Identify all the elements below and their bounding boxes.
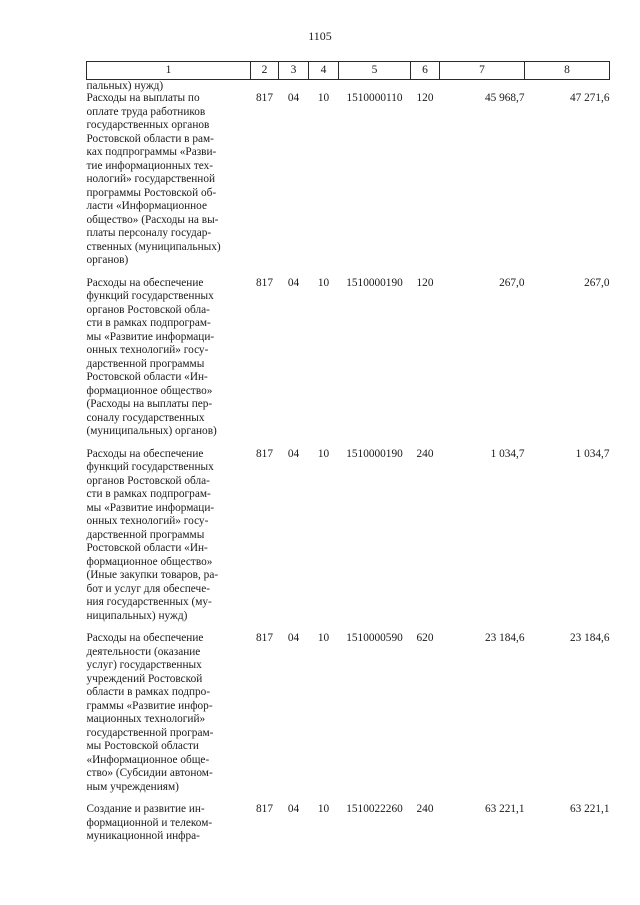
amount-year-1: 23 184,6 (484, 632, 525, 644)
description-line: ство» (Субсидии автоном- (86, 767, 213, 779)
description-line: Расходы на обеспечение (86, 632, 204, 644)
ministry-code: 817 (256, 276, 273, 289)
target-article-code: 1510022260 (346, 803, 403, 815)
description-line: ным учреждениям) (86, 780, 179, 793)
description-line: функций государственных (86, 290, 214, 302)
description-line: Расходы на обеспечение (86, 276, 204, 289)
description-line: (муниципальных) органов) (86, 425, 217, 437)
description-line: Ростовской области «Ин- (86, 371, 208, 383)
description-line: услуг) государственных (86, 659, 202, 671)
expense-description (87, 277, 251, 448)
ministry-code: 817 (256, 92, 273, 104)
amount-year-2: 267,0 (584, 276, 610, 289)
expense-type-code: 240 (416, 447, 434, 460)
description-line: мы «Развитие информаци- (86, 330, 215, 343)
description-line: Ростовской области в рам- (86, 132, 214, 145)
continuation-row (87, 80, 610, 93)
subsection-code: 10 (317, 276, 330, 289)
description-line: граммы «Развитие инфор- (86, 699, 213, 712)
header-row (87, 62, 610, 80)
description-line: государственных органов (86, 119, 210, 131)
description-line: нологий» государственной (86, 173, 216, 185)
amount-year-2: 23 184,6 (569, 632, 610, 644)
description-line: программы Ростовской об- (86, 186, 217, 199)
table-row (87, 277, 610, 448)
description-line: Расходы на выплаты по (86, 92, 200, 104)
description-line: тие информационных тех- (86, 159, 214, 172)
amount-year-2: 47 271,6 (569, 92, 610, 104)
expense-type-code: 120 (416, 92, 434, 104)
expense-description (87, 632, 251, 803)
description-line: Расходы на обеспечение (86, 447, 204, 460)
expense-description (87, 92, 251, 277)
amount-year-1: 267,0 (499, 276, 525, 289)
continuation-text: пальных) нужд) (86, 80, 164, 92)
section-code: 04 (287, 447, 300, 460)
description-line: формационной и телеком- (86, 816, 213, 829)
description-line: ния государственных (му- (86, 596, 212, 608)
description-line: ственных (муниципальных) (86, 240, 221, 253)
description-line: Ростовской области «Ин- (86, 542, 208, 554)
header-col-6: 6 (411, 62, 440, 80)
description-line: формационное общество» (86, 555, 213, 568)
target-article-code: 1510000590 (346, 632, 403, 644)
header-col-2: 2 (251, 62, 279, 80)
expense-type-code: 120 (416, 276, 434, 289)
header-col-4: 4 (309, 62, 339, 80)
subsection-code: 10 (317, 632, 330, 644)
description-line: государственной програм- (86, 726, 214, 739)
amount-year-1: 1 034,7 (490, 447, 525, 460)
description-line: дарственной программы (86, 357, 205, 370)
expense-type-code: 240 (416, 803, 434, 815)
section-code: 04 (287, 632, 300, 644)
expense-description (87, 448, 251, 633)
target-article-code: 1510000190 (346, 447, 403, 460)
description-line: функций государственных (86, 461, 214, 473)
expense-description (87, 803, 251, 853)
ministry-code: 817 (256, 447, 273, 460)
description-line: области в рамках подпро- (86, 686, 211, 698)
header-col-5: 5 (339, 62, 411, 80)
target-article-code: 1510000110 (346, 92, 403, 104)
subsection-code: 10 (317, 92, 330, 104)
header-col-7: 7 (440, 62, 525, 80)
amount-year-2: 1 034,7 (575, 447, 610, 460)
description-line: деятельности (оказание (86, 645, 201, 658)
description-line: онных технологий» госу- (86, 515, 209, 527)
section-code: 04 (287, 276, 300, 289)
description-line: органов) (86, 254, 129, 266)
description-line: муникационной инфра- (86, 830, 200, 842)
description-line: онных технологий» госу- (86, 344, 209, 356)
amount-year-1: 45 968,7 (484, 92, 525, 104)
description-line: дарственной программы (86, 528, 205, 541)
description-line: сти в рамках подпрограм- (86, 317, 211, 329)
description-line: соналу государственных (86, 411, 205, 424)
expense-type-code: 620 (416, 632, 434, 644)
section-code: 04 (287, 803, 300, 815)
budget-table (86, 61, 610, 853)
description-line: оплате труда работников (86, 105, 206, 118)
description-line: формационное общество» (86, 384, 213, 397)
description-line: ласти «Информационное (86, 200, 207, 212)
ministry-code: 817 (256, 803, 273, 815)
description-line: ках подпрограммы «Разви- (86, 146, 217, 158)
subsection-code: 10 (317, 447, 330, 460)
description-line: Создание и развитие ин- (86, 803, 205, 815)
description-line: «Информационное обще- (86, 753, 210, 766)
amount-year-1: 63 221,1 (484, 803, 525, 815)
description-line: платы персоналу государ- (86, 227, 212, 239)
header-col-1: 1 (87, 62, 251, 80)
description-line: сти в рамках подпрограм- (86, 488, 211, 500)
description-line: бот и услуг для обеспече- (86, 582, 210, 595)
description-line: мы «Развитие информаци- (86, 501, 215, 514)
header-col-8: 8 (525, 62, 610, 80)
table-row (87, 448, 610, 633)
amount-year-2: 63 221,1 (569, 803, 610, 815)
subsection-code: 10 (317, 803, 330, 815)
table-row (87, 632, 610, 803)
description-line: (Расходы на выплаты пер- (86, 398, 213, 410)
table-row (87, 92, 610, 277)
description-line: органов Ростовской обла- (86, 303, 210, 316)
ministry-code: 817 (256, 632, 273, 644)
table-row (87, 803, 610, 853)
description-line: мы Ростовской области (86, 740, 199, 752)
header-col-3: 3 (279, 62, 309, 80)
target-article-code: 1510000190 (346, 276, 403, 289)
description-line: мационных технологий» (86, 713, 206, 725)
description-line: учреждений Ростовской (86, 672, 203, 685)
page-number: 1105 (308, 29, 332, 43)
description-line: (Иные закупки товаров, ра- (86, 569, 219, 581)
description-line: общество» (Расходы на вы- (86, 213, 219, 226)
description-line: органов Ростовской обла- (86, 474, 210, 487)
description-line: ниципальных) нужд) (86, 609, 188, 622)
section-code: 04 (287, 92, 300, 104)
